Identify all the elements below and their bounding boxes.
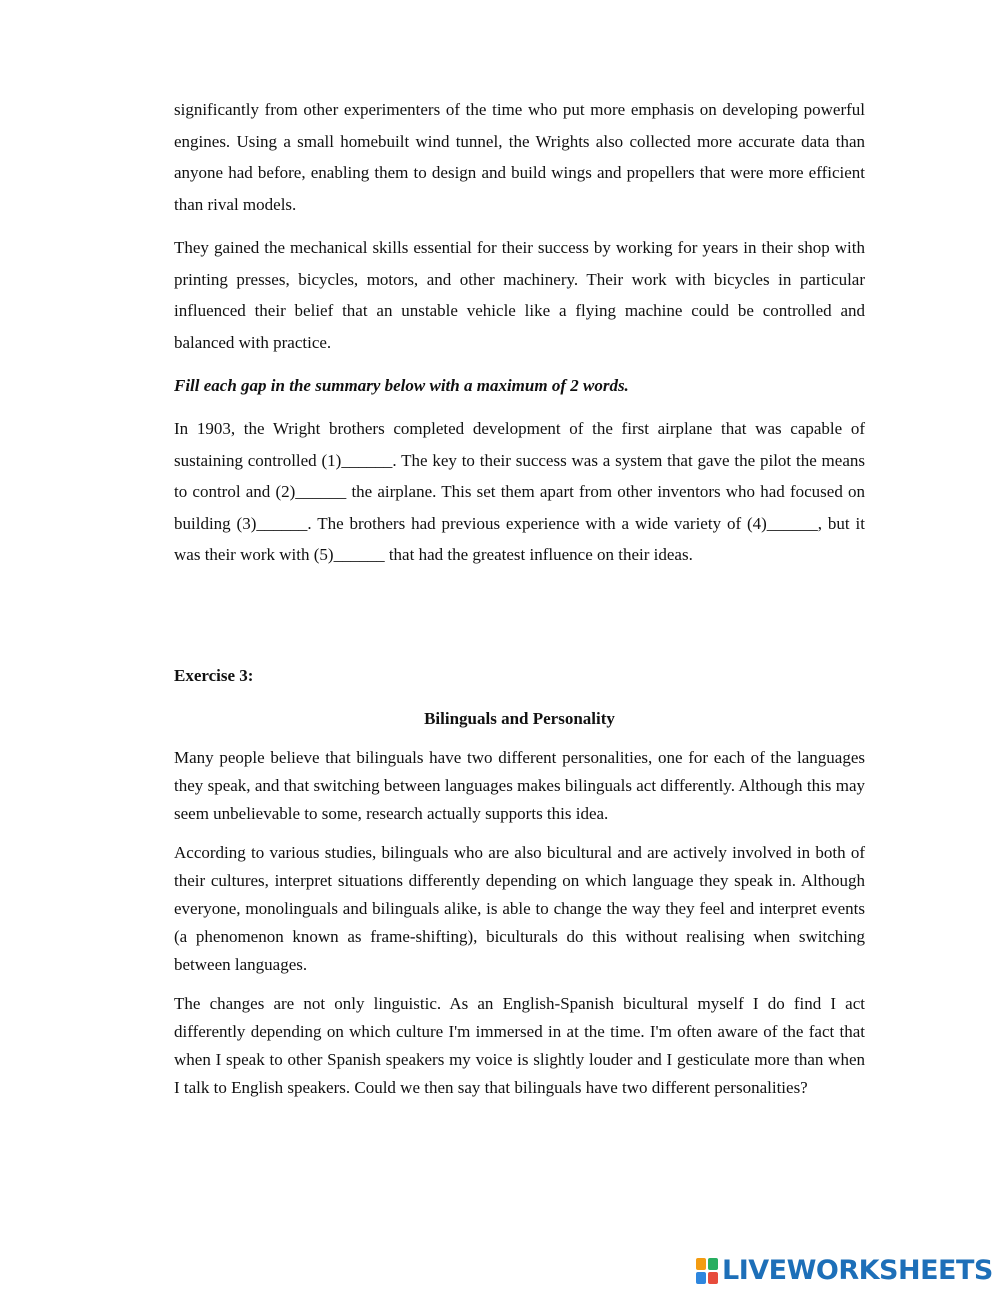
logo-text: LIVEWORKSHEETS (722, 1255, 993, 1286)
passage-paragraph-2: They gained the mechanical skills essential for their success by working for years in their shop with printing presses, bicycles, motors, and other machinery. Their work with bicycles in particular influenced their belief that an unstable vehicle like a flying machine could be controlled and balanced with practice. (174, 238, 865, 352)
article-paragraph-2: According to various studies, bilinguals who are also bicultural and are actively involved in both of their cultures, interpret situations differently depending on which language they speak in. Although everyone, monolinguals and bilinguals alike, is able to change the way they feel and interpret events (a phenomenon known as frame-shifting), biculturals do this without realising when switching between languages. (174, 842, 865, 975)
liveworksheets-logo (696, 1256, 993, 1286)
worksheet-page (174, 94, 865, 1098)
article-title: Bilinguals and Personality (424, 709, 615, 728)
passage-paragraph-1: significantly from other experimenters of the time who put more emphasis on developing powerful engines. Using a small homebuilt wind tunnel, the Wrights also collected more accurate data than anyone had before, enabling them to design and build wings and propellers that were more efficient than rival models. (174, 100, 865, 214)
task-instruction: Fill each gap in the summary below with a maximum of 2 words. (174, 376, 629, 395)
exercise-heading: Exercise 3: (174, 666, 254, 685)
gap-fill-summary: In 1903, the Wright brothers completed development of the first airplane that was capable of sustaining controlled (1)______. The key to their success was a system that gave the pilot the means to control and (2)______ the airplane. This set them apart from other inventors who had focused on building (3)______. The brothers had previous experience with a wide variety of (4)______, but it was their work with (5)______ that had the greatest influence on their ideas. (174, 419, 865, 564)
article-body (174, 744, 865, 1112)
article-paragraph-1: Many people believe that bilinguals have two different personalities, one for each of the languages they speak, and that switching between languages makes bilinguals act differently. Although this may seem unbelievable to some, research actually supports this idea. (174, 748, 865, 824)
article-paragraph-3: The changes are not only linguistic. As an English-Spanish bicultural myself I do find I act differently depending on which culture I'm immersed in at the time. I'm often aware of the fact that when I speak to other Spanish speakers my voice is slightly louder and I gesticulate more than when I talk to English speakers. Could we then say that bilinguals have two different personalities? (174, 993, 865, 1098)
logo-blocks-icon (696, 1258, 718, 1284)
